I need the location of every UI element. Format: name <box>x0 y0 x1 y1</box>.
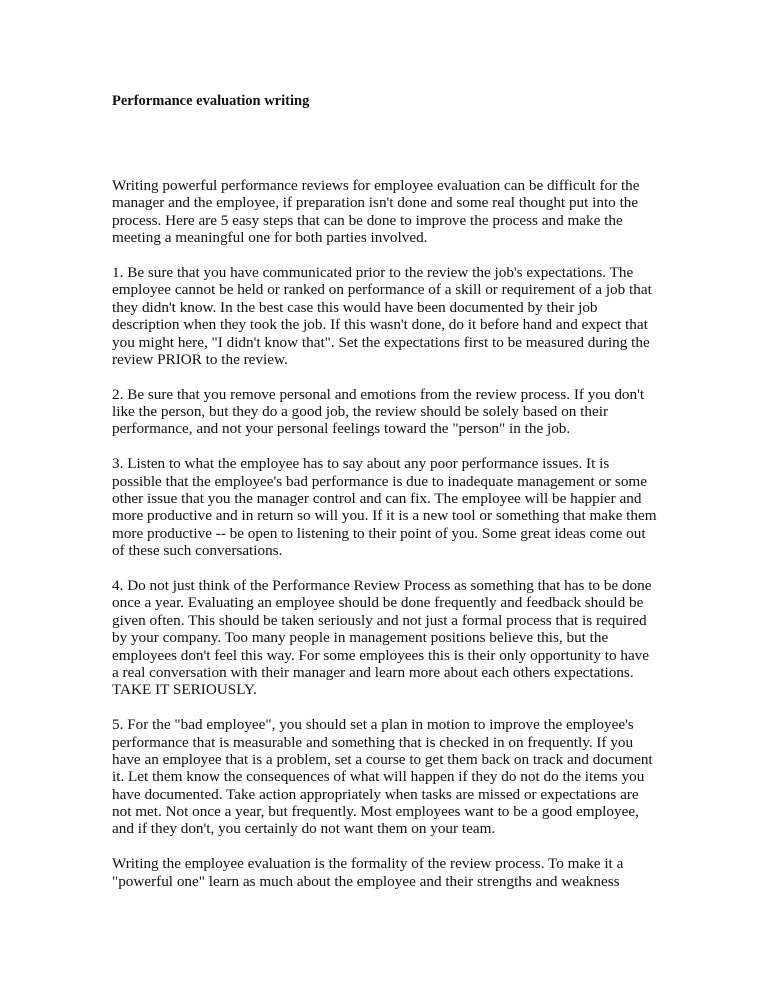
text-line: 5. For the "bad employee", you should set a plan in motion to improve the employee's <box>112 716 634 734</box>
paragraph <box>112 577 657 699</box>
paragraph <box>112 177 657 247</box>
text-line: you might here, "I didn't know that". Set the expectations first to be measured during the <box>112 333 650 351</box>
paragraph <box>112 455 657 559</box>
document-body <box>112 177 657 907</box>
text-line: it. Let them know the consequences of what will happen if they do not do the items you <box>112 768 645 786</box>
text-line: process. Here are 5 easy steps that can be done to improve the process and make the <box>112 211 623 229</box>
text-line: more productive -- be open to listening to their point of you. Some great ideas come out <box>112 524 646 542</box>
text-line: possible that the employee's bad performance is due to inadequate management or some <box>112 472 647 490</box>
text-line: "powerful one" learn as much about the employee and their strengths and weakness <box>112 872 620 890</box>
text-line: not met. Not once a year, but frequently. Most employees want to be a good employee, <box>112 803 639 821</box>
text-line: Writing the employee evaluation is the formality of the review process. To make it a <box>112 855 624 873</box>
paragraph <box>112 855 657 890</box>
text-line: once a year. Evaluating an employee should be done frequently and feedback should be <box>112 594 644 612</box>
text-line: by your company. Too many people in management positions believe this, but the <box>112 629 609 647</box>
text-line: given often. This should be taken seriously and not just a formal process that is required <box>112 611 647 629</box>
text-line: review PRIOR to the review. <box>112 350 288 368</box>
text-line: and if they don't, you certainly do not want them on your team. <box>112 820 496 838</box>
text-line: have documented. Take action appropriately when tasks are missed or expectations are <box>112 785 639 803</box>
document-title: Performance evaluation writing <box>112 93 310 109</box>
text-line: more productive and in return so will you. If it is a new tool or something that make them <box>112 507 657 525</box>
text-line: performance that is measurable and something that is checked in on frequently. If you <box>112 733 634 751</box>
text-line: Writing powerful performance reviews for employee evaluation can be difficult for the <box>112 177 640 194</box>
paragraph <box>112 386 657 438</box>
text-line: other issue that you the manager control and can fix. The employee will be happier and <box>112 490 642 508</box>
text-line: have an employee that is a problem, set a course to get them back on track and document <box>112 750 653 768</box>
text-line: they didn't know. In the best case this would have been documented by their job <box>112 298 598 316</box>
text-line: employee cannot be held or ranked on performance of a skill or requirement of a job that <box>112 281 652 299</box>
text-line: 3. Listen to what the employee has to say about any poor performance issues. It is <box>112 455 610 473</box>
text-line: a real conversation with their manager and learn more about each others expectations. <box>112 663 634 681</box>
paragraph <box>112 716 657 838</box>
text-line: performance, and not your personal feelings toward the "person" in the job. <box>112 420 571 438</box>
text-line: employees don't feel this way. For some employees this is their only opportunity to have <box>112 646 650 664</box>
text-line: of these such conversations. <box>112 542 283 560</box>
text-line: 4. Do not just think of the Performance Review Process as something that has to be done <box>112 576 652 594</box>
text-line: like the person, but they do a good job, the review should be solely based on their <box>112 403 609 421</box>
paragraph <box>112 264 657 368</box>
text-line: 2. Be sure that you remove personal and emotions from the review process. If you don't <box>112 385 645 403</box>
text-line: manager and the employee, if preparation isn't done and some real thought put into the <box>112 194 639 212</box>
text-line: description when they took the job. If this wasn't done, do it before hand and expect that <box>112 316 648 334</box>
text-line: TAKE IT SERIOUSLY. <box>112 681 257 699</box>
text-line: meeting a meaningful one for both parties involved. <box>112 229 428 247</box>
text-line: 1. Be sure that you have communicated prior to the review the job's expectations. The <box>112 263 634 281</box>
